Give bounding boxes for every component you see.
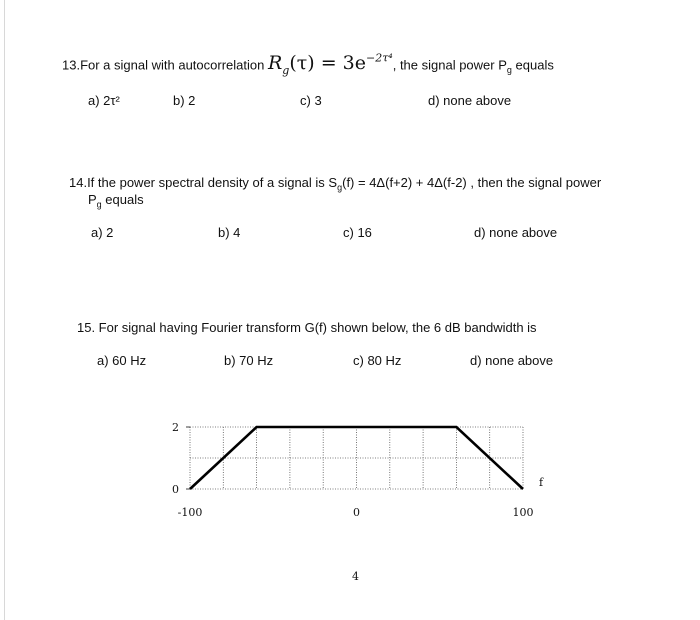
q13-option-b: b) 2 bbox=[173, 93, 196, 108]
q15-option-b: b) 70 Hz bbox=[224, 353, 274, 368]
q14-line-1: 14.If the power spectral density of a signal is $S_g(f) = 4\Delta(f+2) + 4\Delta(f-2)$ , then the signal power bbox=[69, 175, 602, 193]
y-tick-label: 0 bbox=[172, 483, 179, 496]
x-tick-label: 100 bbox=[512, 506, 534, 519]
q13-option-c: c) 3 bbox=[300, 93, 322, 108]
page-edge bbox=[4, 0, 5, 620]
q14-line-2: $P_g$ equals bbox=[88, 192, 144, 210]
q15-option-d: d) none above bbox=[470, 353, 554, 368]
x-tick-label: -100 bbox=[177, 506, 203, 519]
q14-option-d: d) none above bbox=[474, 225, 558, 240]
q13-suffix: , the signal power P bbox=[392, 57, 507, 73]
x-tick-label: 0 bbox=[353, 506, 360, 519]
page-number: 4 bbox=[352, 570, 359, 583]
y-tick-label: 2 bbox=[172, 421, 179, 434]
q13-prefix: 13.For a signal with autocorrelation bbox=[62, 57, 265, 73]
fourier-transform-chart bbox=[150, 405, 560, 525]
q13-option-d: d) none above bbox=[428, 93, 512, 108]
q14-option-c: c) 16 bbox=[343, 225, 372, 240]
q14-option-a: a) 2 bbox=[91, 225, 114, 240]
x-axis-label: f bbox=[539, 476, 544, 489]
q13-formula: $R_g(\tau) = 3e^{-2\tau^4}$ bbox=[267, 52, 393, 78]
question-15: 15. For signal having Fourier transform G(f) shown below, the 6 dB bandwidth is bbox=[77, 320, 537, 335]
question-13: 13.For a signal with autocorrelation $R_g(\tau) = 3e^{-2\tau^4}$, the signal power $P_g$ equals bbox=[62, 52, 554, 78]
q14-option-b: b) 4 bbox=[218, 225, 241, 240]
q15-option-a: a) 60 Hz bbox=[97, 353, 147, 368]
q15-option-c: c) 80 Hz bbox=[353, 353, 402, 368]
q13-option-a: a) 2τ² bbox=[88, 93, 120, 108]
